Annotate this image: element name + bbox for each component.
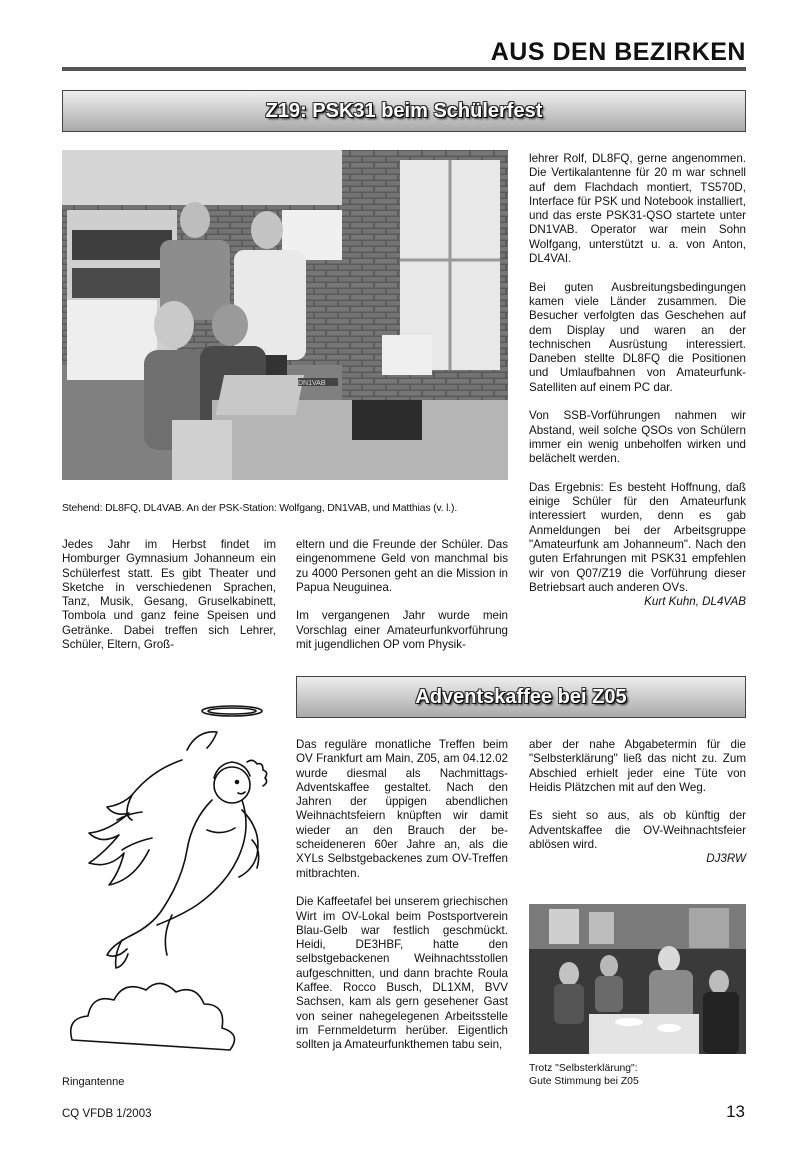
article1-right-column: [529, 152, 746, 610]
page-number: 13: [726, 1102, 745, 1121]
adventskaffee-photo: [529, 904, 746, 1054]
article2-middle-paragraph: Das reguläre monatliche Treffen beim OV Frankfurt am Main, Z05, am 04.12.02 wurde diesmal als Nachmittags-Adventskaffee gestaltet. Nach den Jahren der üppigen abendlichen Weihnachtsfeiern knüpften wir damit wieder an den Brauch der bescheideneren 60er Jahre an, als die XYLs Selbstgebackenes zum OV-Treffen mitbrachten.: [296, 738, 508, 880]
article1-left-column: [62, 538, 276, 652]
article2-signature: DJ3RW: [706, 852, 746, 866]
article1-right-paragraph: lehrer Rolf, DL8FQ, gerne angenommen. Die Vertikalantenne für 20 m war schnell auf dem Flachdach montiert, TS570D, Interface für PSK und Notebook installiert, und das erste PSK31-QSO startete unter DN1VAB. Operator war mein Sohn Wolfgang, unterstützt u. a. von Anton, DL4VAI.: [529, 152, 746, 266]
psk-station-photo: [62, 150, 508, 480]
article1-right-paragraph: Bei guten Ausbreitungsbedingungen kamen viele Länder zusammen. Die Besucher verfolgten das Geschehen auf dem Display und waren an der technischen Ausrüstung interessiert. Daneben stellte DL8FQ die Positionen und Umlaufbahnen von Amateurfunk-Satelliten auf einem PC dar.: [529, 280, 746, 394]
article1-right-paragraph: Von SSB-Vorführungen nahmen wir Abstand, weil solche QSOs von Schülern immer ein wenig unbeholfen wirken und belächelt werden.: [529, 409, 746, 466]
angel-drawing: [62, 690, 280, 1070]
article1-middle-paragraph: eltern und die Freunde der Schüler. Das eingenommene Geld von manchmal bis zu 4000 Personen geht an die Mission in Papua Neuguinea.: [296, 538, 508, 594]
adventskaffee-photo-drawing: [529, 904, 746, 1054]
article1-middle-paragraph: Im vergangenen Jahr wurde mein Vorschlag einer Amateurfunkvorführung mit jugendlichen OP vom Physik-: [296, 609, 508, 652]
article2-right-paragraph: aber der nahe Abgabetermin für die "Selbsterklärung" ließ das nicht zu. Zum Abschied erhielt jeder eine Tüte von Heidis Plätzchen mit auf den Weg.: [529, 738, 746, 794]
article1-right-paragraph: Das Ergebnis: Es besteht Hoffnung, daß einige Schüler für den Amateurfunk interessiert wurden, denn es gab Anmeldungen bei der Arbeitsgruppe "Amateurfunk am Johanneum". Nach den guten Erfahrungen mit PSK31 empfehlen wir von Q07/Z19 die Vorführung dieser Betriebsart auch anderen OVs.: [529, 480, 746, 594]
article2-right-column: [529, 738, 746, 867]
station-sign: DN1VAB: [298, 380, 326, 387]
article2-middle-column: [296, 738, 508, 1053]
article2-right-paragraph: Es sieht so aus, als ob künftig der Adventskaffee die OV-Weihnachtsfeier ablösen wird.: [529, 809, 746, 852]
article1-middle-column: [296, 538, 508, 652]
publication-footer: CQ VFDB 1/2003: [62, 1108, 152, 1120]
angel-illustration: [62, 690, 280, 1070]
article2-photo-caption-line1: Trotz "Selbsterklärung":: [529, 1063, 638, 1074]
article2-middle-paragraph: Die Kaffeetafel bei unserem griechischen Wirt im OV-Lokal beim Postsportverein Blau-Gelb war festlich geschmückt. Heidi, DE3HBF, hatte den selbstgebackenen Weihnachtsstollen aufgeschnitten, und dann brachte Roula Kaffee. Rocco Busch, DL1XM, BVV Sachsen, kam als gern gesehener Gast von seiner nahegelegenen Arbeitsstelle im Fernmeldeturm herüber. Eigentlich sollten ja Amateurfunkthemen tabu sein,: [296, 895, 508, 1052]
article1-signature: Kurt Kuhn, DL4VAB: [644, 595, 746, 609]
article1-photo-caption: Stehend: DL8FQ, DL4VAB. An der PSK-Station: Wolfgang, DN1VAB, und Matthias (v. l.).: [62, 503, 458, 514]
article1-title: Z19: PSK31 beim Schülerfest: [265, 99, 543, 122]
article2-photo-caption-line2: Gute Stimmung bei Z05: [529, 1076, 639, 1087]
header-rule: [62, 67, 746, 71]
illustration-caption: Ringantenne: [62, 1076, 125, 1088]
article2-title: Adventskaffee bei Z05: [415, 685, 627, 708]
article1-left-paragraph: Jedes Jahr im Herbst findet im Homburger Gymnasium Johanneum ein Schülerfest statt. Es gibt Theater und Sketche in verschiedenen Sprachen, Tanz, Musik, Gesang, Gruselkabinett, Tombola und ganz feine Speisen und Getränke. Dabei treffen sich Lehrer, Schüler, Eltern, Groß-: [62, 538, 276, 652]
section-title: AUS DEN BEZIRKEN: [490, 38, 746, 66]
article2-title-banner: [296, 676, 746, 718]
article1-title-banner: [62, 90, 746, 132]
psk-station-photo-drawing: [62, 150, 508, 480]
article2-photo-caption: [529, 1062, 746, 1088]
